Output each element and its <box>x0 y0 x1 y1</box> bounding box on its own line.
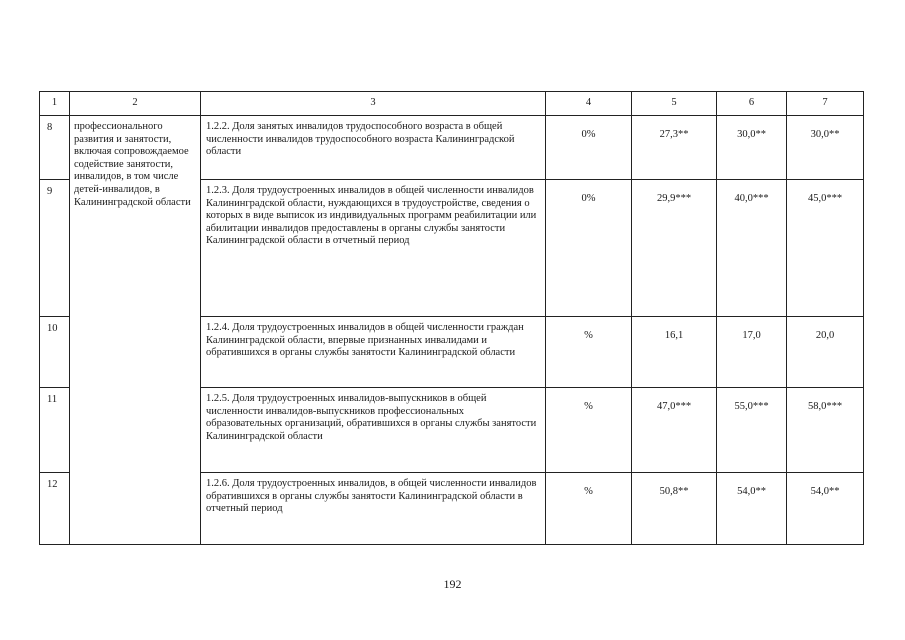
value-col5: 27,3** <box>632 116 717 180</box>
header-cell-4: 4 <box>546 92 632 116</box>
unit-cell: % <box>546 473 632 545</box>
indicator-text: 1.2.3. Доля трудоустроенных инвалидов в общей численности инвалидов Калининградской области, нуждающихся в трудоустройстве, сведения о которых в виде выписок из индивидуальных программ реабилитации или абилитации инвалидов предоставлены в органы службы занятости Калининградской области в отчетный период <box>201 180 546 317</box>
indicators-table <box>39 91 864 545</box>
table-row <box>40 116 864 180</box>
value-col5: 50,8** <box>632 473 717 545</box>
header-cell-7: 7 <box>787 92 864 116</box>
header-cell-6: 6 <box>717 92 787 116</box>
indicator-text: 1.2.5. Доля трудоустроенных инвалидов-выпускников в общей численности инвалидов-выпускников профессиональных образовательных организаций, обратившихся в органы службы занятости Калининградской области <box>201 388 546 473</box>
page-number: 192 <box>443 577 462 591</box>
value-col6: 40,0*** <box>717 180 787 317</box>
row-number: 10 <box>40 317 70 388</box>
value-col7: 54,0** <box>787 473 864 545</box>
value-col5: 47,0*** <box>632 388 717 473</box>
row-number: 9 <box>40 180 70 317</box>
row-number: 12 <box>40 473 70 545</box>
unit-cell: % <box>546 388 632 473</box>
header-cell-2: 2 <box>70 92 201 116</box>
value-col7: 20,0 <box>787 317 864 388</box>
header-cell-3: 3 <box>201 92 546 116</box>
value-col7: 45,0*** <box>787 180 864 317</box>
indicator-text: 1.2.2. Доля занятых инвалидов трудоспособного возраста в общей численности инвалидов трудоспособного возраста Калининградской области <box>201 116 546 180</box>
indicator-text: 1.2.6. Доля трудоустроенных инвалидов, в общей численности инвалидов обратившихся в органы службы занятости Калининградской области в отчетный период <box>201 473 546 545</box>
row-number: 8 <box>40 116 70 180</box>
value-col7: 30,0** <box>787 116 864 180</box>
header-cell-5: 5 <box>632 92 717 116</box>
unit-cell: 0% <box>546 180 632 317</box>
unit-cell: % <box>546 317 632 388</box>
value-col6: 30,0** <box>717 116 787 180</box>
indicator-text: 1.2.4. Доля трудоустроенных инвалидов в общей численности граждан Калининградской области, впервые признанных инвалидами и обратившихся в органы службы занятости Калининградской области <box>201 317 546 388</box>
group-description: профессионального развития и занятости, включая сопровождаемое содействие занятости, инвалидов, в том числе детей-инвалидов, в Калининградской области <box>70 116 201 545</box>
row-number: 11 <box>40 388 70 473</box>
value-col7: 58,0*** <box>787 388 864 473</box>
header-cell-1: 1 <box>40 92 70 116</box>
header-row <box>40 92 864 116</box>
value-col5: 16,1 <box>632 317 717 388</box>
value-col6: 17,0 <box>717 317 787 388</box>
value-col6: 54,0** <box>717 473 787 545</box>
unit-cell: 0% <box>546 116 632 180</box>
value-col6: 55,0*** <box>717 388 787 473</box>
value-col5: 29,9*** <box>632 180 717 317</box>
